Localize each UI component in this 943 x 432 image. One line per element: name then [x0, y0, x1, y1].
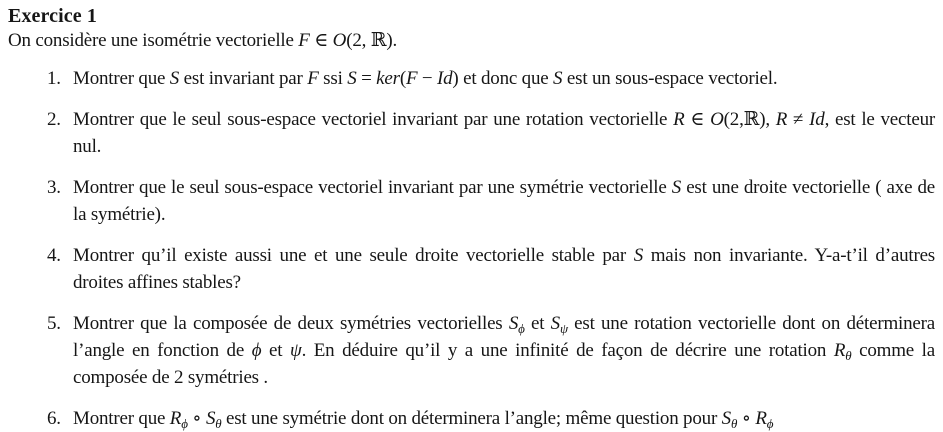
question-number: 2.	[47, 109, 61, 130]
math-Id: Id	[436, 68, 453, 89]
intro-paragraph	[8, 28, 935, 54]
equals-symbol: =	[356, 68, 377, 89]
text-run: Montrer que	[73, 408, 170, 429]
math-var-F: F	[405, 68, 418, 89]
math-var-R: R	[775, 109, 788, 130]
math-var-S: S	[508, 313, 519, 334]
question-text	[73, 65, 935, 92]
math-subscript-phi: ϕ	[766, 416, 774, 431]
text-run: est une rotation vectorielle dont on déterminera l’angle en fonction de	[73, 313, 936, 361]
text-run: (2,	[723, 109, 744, 130]
math-subscript-theta: θ	[730, 416, 738, 431]
question-number: 5.	[47, 313, 61, 334]
math-Id: Id	[809, 109, 825, 130]
question-item-2	[8, 106, 935, 160]
math-var-O: O	[710, 109, 724, 130]
minus-symbol: −	[417, 68, 437, 89]
question-item-6	[8, 405, 935, 432]
math-var-R: R	[833, 340, 846, 361]
math-var-S: S	[633, 245, 644, 266]
math-var-phi: ϕ	[251, 340, 262, 361]
text-run: Montrer que la composée de deux symétries vectorielles	[73, 313, 509, 334]
math-subscript-theta: θ	[845, 348, 852, 363]
element-of-symbol: ∈	[309, 30, 333, 51]
question-text	[73, 242, 935, 296]
paren-close: )	[452, 68, 459, 89]
text-run: Montrer que le seul sous-espace vectoriel invariant par une rotation vectorielle	[73, 109, 674, 130]
question-number: 6.	[47, 408, 61, 429]
question-number: 1.	[47, 68, 61, 89]
question-item-4	[8, 242, 935, 296]
text-run: et	[261, 340, 290, 361]
math-var-F: F	[298, 30, 310, 51]
question-number: 3.	[47, 177, 61, 198]
question-item-5	[8, 310, 935, 391]
exercise-title: Exercice 1	[8, 5, 97, 27]
text-run: et donc que	[458, 68, 554, 89]
text-run: est une droite vectorielle ( axe de la symétrie).	[73, 177, 935, 225]
text-run: ),	[759, 109, 770, 130]
compose-symbol: ∘	[187, 408, 206, 429]
question-text	[73, 405, 935, 432]
text-run: comme la composée de 2 symétries .	[73, 340, 935, 388]
not-equal-symbol: ≠	[787, 109, 810, 130]
question-text	[73, 174, 935, 228]
text-run: . En déduire qu’il y a une infinité de façon de décrire une rotation	[301, 340, 834, 361]
text-run: Montrer qu’il existe aussi une et une seule droite vectorielle stable par	[73, 245, 634, 266]
compose-symbol: ∘	[737, 408, 756, 429]
math-var-R: R	[755, 408, 767, 429]
text-run: est invariant par	[179, 68, 308, 89]
text-run: est un sous-espace vectoriel.	[562, 68, 778, 89]
math-var-S: S	[553, 68, 563, 89]
math-var-R: R	[673, 109, 685, 130]
math-subscript-theta: θ	[215, 416, 222, 431]
math-var-F: F	[307, 68, 319, 89]
question-list	[8, 65, 935, 432]
math-subscript-phi: ϕ	[518, 321, 525, 336]
math-var-S: S	[721, 408, 731, 429]
question-text	[73, 310, 935, 391]
math-subscript-phi: ϕ	[181, 416, 188, 431]
blackboard-R-symbol: ℝ	[743, 109, 760, 130]
math-ker: ker	[376, 68, 400, 89]
question-text	[73, 106, 935, 160]
math-var-S: S	[550, 313, 560, 334]
math-var-S: S	[671, 177, 682, 198]
element-of-symbol: ∈	[684, 109, 711, 130]
text-run: est une symétrie dont on déterminera l’angle; même question pour	[221, 408, 722, 429]
text-run: (2,	[346, 30, 371, 51]
question-number: 4.	[47, 245, 61, 266]
question-item-3	[8, 174, 935, 228]
math-var-O: O	[332, 30, 347, 51]
text-run: ssi	[318, 68, 348, 89]
math-var-S: S	[169, 68, 180, 89]
question-item-1	[8, 65, 935, 92]
blackboard-R-symbol: ℝ	[370, 30, 387, 51]
math-var-S: S	[347, 68, 357, 89]
text-run: On considère une isométrie vectorielle	[8, 30, 299, 51]
paren-open: (	[399, 68, 406, 89]
text-run: mais non invariante. Y-a-t’il d’autres droites affines stables?	[73, 245, 935, 293]
math-subscript-psi: ψ	[559, 321, 568, 336]
math-var-R: R	[169, 408, 182, 429]
text-run: Montrer que	[73, 68, 170, 89]
math-var-psi: ψ	[289, 340, 302, 361]
text-run: ).	[386, 30, 397, 51]
text-run: , est le vecteur nul.	[73, 109, 936, 157]
text-run: Montrer que le seul sous-espace vectoriel invariant par une symétrie vectorielle	[73, 177, 672, 198]
math-var-S: S	[205, 408, 216, 429]
text-run: et	[524, 313, 551, 334]
